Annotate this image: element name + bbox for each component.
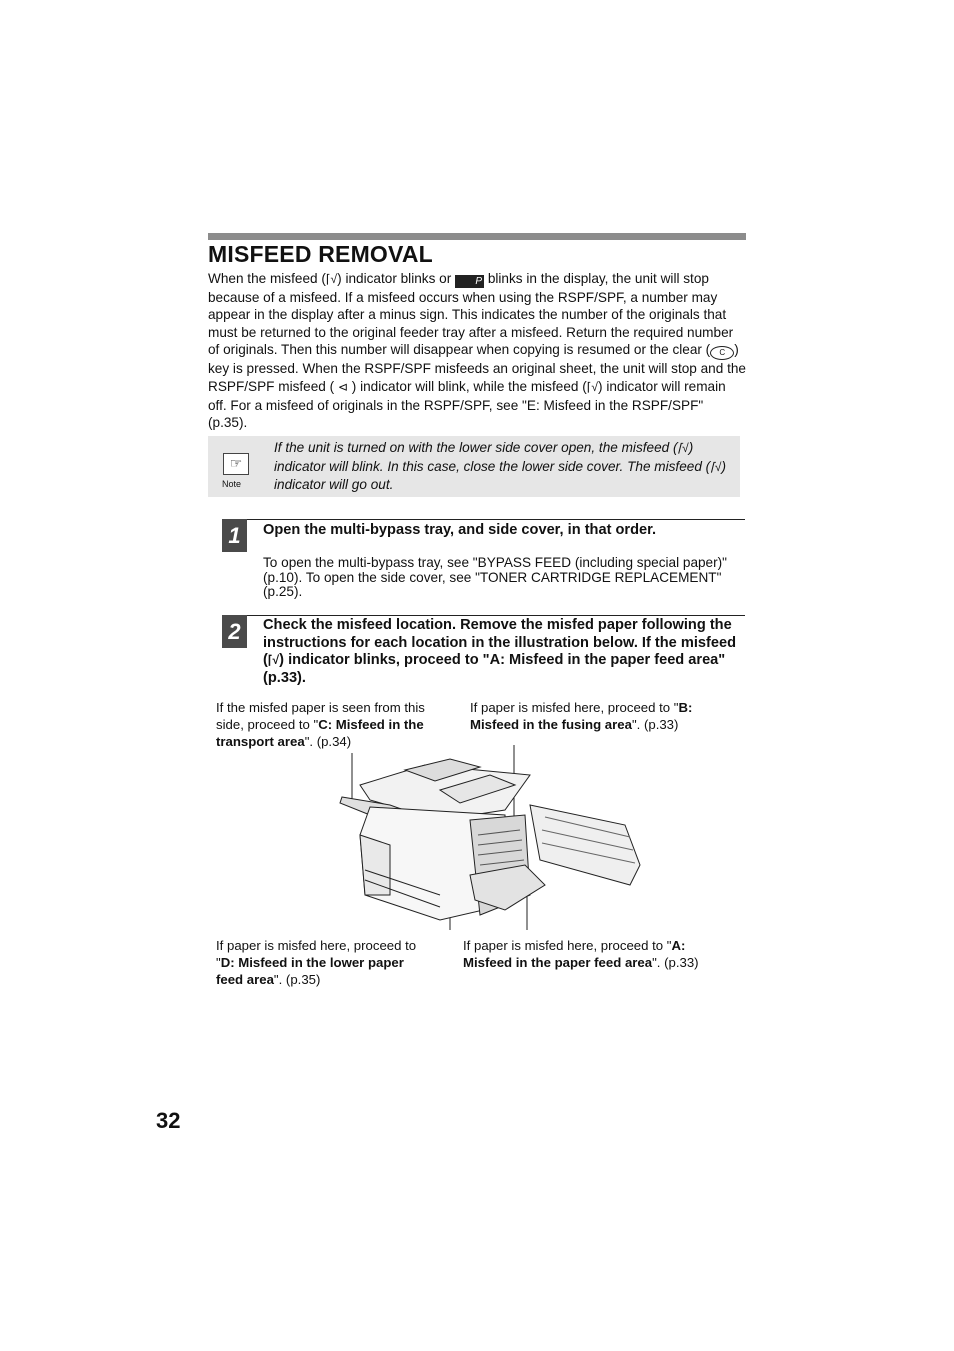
callout-a [463, 937, 733, 971]
callout-b-bold: B: Misfeed in the fusing area [470, 700, 693, 732]
callout-b-pre: If paper is misfed here, proceed to " [470, 700, 679, 715]
copier-illustration [330, 745, 650, 930]
misfeed-indicator-icon-2: ⌈√ [586, 379, 599, 394]
section-top-bar [208, 233, 746, 240]
intro-text-1: When the misfeed ( [208, 271, 326, 286]
display-p-icon: P [455, 275, 484, 288]
misfeed-indicator-icon-4: ⌈√ [710, 459, 722, 474]
note-label: Note [222, 479, 242, 489]
step-2-heading [263, 617, 743, 687]
clear-key-icon: C [710, 346, 734, 360]
rspf-misfeed-indicator-icon: ⊲ [337, 379, 348, 394]
misfeed-indicator-icon-5: ⌈√ [267, 653, 280, 668]
callout-d-post: ". (p.35) [273, 972, 321, 987]
step-1-heading: Open the multi-bypass tray, and side cover, in that order. [263, 522, 657, 538]
step-2-rule [222, 615, 745, 616]
step-1-body: To open the multi-bypass tray, see "BYPASS FEED (including special paper)" (p.10). To open the side cover, see "TONER CARTRIDGE REPLACEMENT" (p.25). [263, 555, 727, 600]
callout-c-pre: If the misfed paper is seen from this side, proceed to " [216, 700, 425, 732]
callout-c-bold: C: Misfeed in the transport area [216, 717, 424, 749]
intro-text-6: ) indicator will remain off. For a misfeed of originals in the RSPF/SPF, see "E: Misfeed in the RSPF/SPF" (p.35). [208, 378, 726, 431]
intro-text-4: ) key is pressed. When the RSPF/SPF misfeeds an original sheet, the unit will stop and the RSPF/SPF misfeed ( [208, 342, 746, 394]
note-hand-icon: ☞ [223, 453, 249, 475]
intro-text-2: ) indicator blinks or [337, 271, 452, 286]
step-2-heading-a: Check the misfeed location. Remove the misfed paper following the instructions for each location in the illustration below. If the misfeed ( [263, 617, 736, 669]
callout-c-post: ". (p.34) [304, 734, 352, 749]
callout-d-pre: If paper is misfed here, proceed to " [216, 938, 417, 970]
page-number: 32 [156, 1108, 181, 1133]
callout-a-post: ". (p.33) [652, 955, 699, 970]
misfeed-indicator-icon-3: ⌈√ [677, 441, 689, 455]
callout-d-bold: D: Misfeed in the lower paper feed area [216, 955, 404, 987]
callout-d [216, 937, 431, 988]
callout-b [470, 699, 730, 733]
step-1-number: 1 [222, 519, 247, 552]
intro-paragraph [208, 270, 746, 432]
step-2-heading-b: ) indicator blinks, proceed to "A: Misfeed in the paper feed area" (p.33). [263, 652, 726, 686]
intro-text-5: ) indicator will blink, while the misfeed ( [351, 378, 587, 394]
callout-a-bold: A: Misfeed in the paper feed area [463, 938, 686, 970]
note-text-3: ) indicator will go out. [274, 458, 727, 493]
callout-a-pre: If paper is misfed here, proceed to " [463, 938, 672, 953]
callout-b-post: ". (p.33) [631, 717, 679, 732]
note-box [208, 436, 740, 497]
callout-c [216, 699, 436, 750]
step-2-number: 2 [222, 615, 247, 648]
note-text [274, 439, 734, 494]
page-title: MISFEED REMOVAL [208, 241, 433, 267]
step-1-rule [222, 519, 745, 520]
note-text-2: ) indicator will blink. In this case, close the lower side cover. The misfeed ( [274, 440, 711, 474]
note-text-1: If the unit is turned on with the lower side cover open, the misfeed ( [274, 440, 678, 455]
intro-text-3: blinks in the display, the unit will stop because of a misfeed. If a misfeed occurs when using the RSPF/SPF, a number may appear in the display after a minus sign. This indicates the number of the originals that must be returned to the original feeder tray after a misfeed. Return the required number of originals. Then this number will disappear when copying is resumed or the clear ( [208, 271, 734, 358]
misfeed-indicator-icon: ⌈√ [325, 272, 338, 286]
